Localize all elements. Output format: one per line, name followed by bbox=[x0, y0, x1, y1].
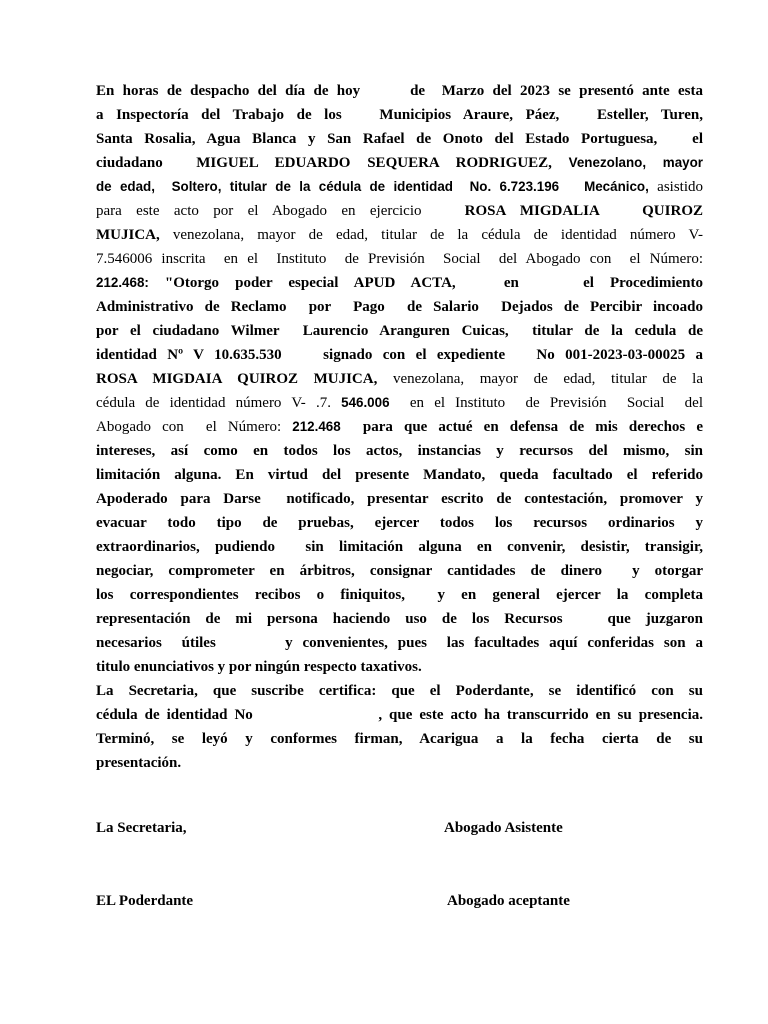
text-run: venezolana, mayor de edad, titular de la cédula de identidad número V- bbox=[172, 227, 703, 243]
text-run: asistido bbox=[657, 179, 703, 195]
text-run: en el Instituto de Previsión Social del bbox=[389, 395, 703, 411]
text-run: 212.468: bbox=[96, 275, 165, 290]
text-run: Santa Rosalia, Agua Blanca y San Rafael de Onoto del Estado Portuguesa, el bbox=[96, 131, 703, 147]
paragraph-line bbox=[96, 343, 703, 367]
paragraph-line bbox=[96, 751, 703, 775]
paragraph-line bbox=[96, 247, 703, 271]
paragraph-line bbox=[96, 319, 703, 343]
paragraph-line bbox=[96, 487, 703, 511]
text-run: necesarios útiles y convenientes, pues las facultades aquí conferidas son a bbox=[96, 635, 703, 651]
text-run: presentación. bbox=[96, 755, 182, 771]
text-run: representación de mi persona haciendo uso de los Recursos que juzgaron bbox=[96, 611, 703, 627]
paragraph-line bbox=[96, 223, 703, 247]
signature-label-abogado-aceptante: Abogado aceptante bbox=[447, 893, 570, 909]
paragraph-line bbox=[96, 583, 703, 607]
paragraph-line bbox=[96, 175, 703, 199]
paragraph-line bbox=[96, 679, 703, 703]
paragraph-line bbox=[96, 271, 703, 295]
paragraph-line bbox=[96, 703, 703, 727]
text-run: negociar, comprometer en árbitros, consignar cantidades de dinero y otorgar bbox=[96, 563, 703, 579]
text-run: MUJICA, bbox=[96, 227, 173, 243]
text-run: los correspondientes recibos o finiquitos, y en general ejercer la completa bbox=[96, 587, 703, 603]
text-run: titulo enunciativos y por ningún respecto taxativos. bbox=[96, 659, 422, 675]
paragraph-line bbox=[96, 535, 703, 559]
text-run: En horas de despacho del día de hoy de Marzo del 2023 se presentó ante esta bbox=[96, 83, 703, 99]
signature-label-poderdante: EL Poderdante bbox=[96, 893, 194, 909]
text-run: cédula de identidad número V- .7. bbox=[96, 395, 342, 411]
paragraph-line bbox=[96, 127, 703, 151]
paragraph-line bbox=[96, 415, 703, 439]
text-run: cédula de identidad No , que este acto ha transcurrido en su presencia. bbox=[96, 707, 703, 723]
paragraph-line bbox=[96, 103, 703, 127]
text-run: a Inspectoría del Trabajo de los Municipios Araure, Páez, Esteller, Turen, bbox=[96, 107, 703, 123]
text-run: ROSA MIGDALIA QUIROZ bbox=[464, 203, 703, 219]
text-run: La Secretaria, que suscribe certifica: que el Poderdante, se identificó con su bbox=[96, 683, 703, 699]
paragraph-line bbox=[96, 607, 703, 631]
text-run: ROSA MIGDAIA QUIROZ MUJICA, bbox=[96, 371, 393, 387]
paragraph-line bbox=[96, 655, 703, 679]
paragraph-line bbox=[96, 79, 703, 103]
paragraph-line bbox=[96, 439, 703, 463]
text-run: venezolana, mayor de edad, titular de la bbox=[392, 371, 703, 387]
paragraph-line bbox=[96, 151, 703, 175]
text-run: identidad Nº V 10.635.530 signado con el expediente No 001-2023-03-00025 a bbox=[96, 347, 703, 363]
text-run: Apoderado para Darse notificado, presentar escrito de contestación, promover y bbox=[96, 491, 703, 507]
text-run: 546.006 bbox=[341, 395, 390, 410]
text-run: para este acto por el Abogado en ejercicio bbox=[96, 203, 465, 219]
text-run: ciudadano MIGUEL EDUARDO SEQUERA RODRIGUEZ, bbox=[96, 155, 569, 171]
text-run: evacuar todo tipo de pruebas, ejercer todos los recursos ordinarios y bbox=[96, 515, 703, 531]
text-run: extraordinarios, pudiendo sin limitación alguna en convenir, desistir, transigir, bbox=[96, 539, 703, 555]
paragraph-line bbox=[96, 727, 703, 751]
text-run: para que actué en defensa de mis derechos e bbox=[340, 419, 703, 435]
paragraph-line bbox=[96, 631, 703, 655]
text-run: de edad, Soltero, titular de la cédula de identidad No. 6.723.196 Mecánico, bbox=[96, 179, 658, 194]
document-body bbox=[96, 79, 703, 775]
text-run: 212.468 bbox=[292, 419, 341, 434]
text-run: 7.546006 inscrita en el Instituto de Previsión Social del Abogado con el Número: bbox=[96, 251, 703, 267]
text-run: Terminó, se leyó y conformes firman, Acarigua a la fecha cierta de su bbox=[96, 731, 703, 747]
paragraph-line bbox=[96, 367, 703, 391]
paragraph-line bbox=[96, 295, 703, 319]
text-run: "Otorgo poder especial APUD ACTA, en el Procedimiento bbox=[164, 275, 703, 291]
text-run: Abogado con el Número: bbox=[96, 419, 293, 435]
signature-label-secretaria: La Secretaria, bbox=[96, 820, 187, 836]
text-run: Administrativo de Reclamo por Pago de Salario Dejados de Percibir incoado bbox=[96, 299, 703, 315]
paragraph-line bbox=[96, 559, 703, 583]
paragraph-line bbox=[96, 463, 703, 487]
text-run: limitación alguna. En virtud del presente Mandato, queda facultado el referido bbox=[96, 467, 703, 483]
paragraph-line bbox=[96, 391, 703, 415]
paragraph-line bbox=[96, 511, 703, 535]
text-run: intereses, así como en todos los actos, instancias y recursos del mismo, sin bbox=[96, 443, 703, 459]
signature-label-abogado-asistente: Abogado Asistente bbox=[444, 820, 563, 836]
text-run: por el ciudadano Wilmer Laurencio Aranguren Cuicas, titular de la cedula de bbox=[96, 323, 703, 339]
paragraph-line bbox=[96, 199, 703, 223]
text-run: Venezolano, mayor bbox=[568, 155, 703, 170]
